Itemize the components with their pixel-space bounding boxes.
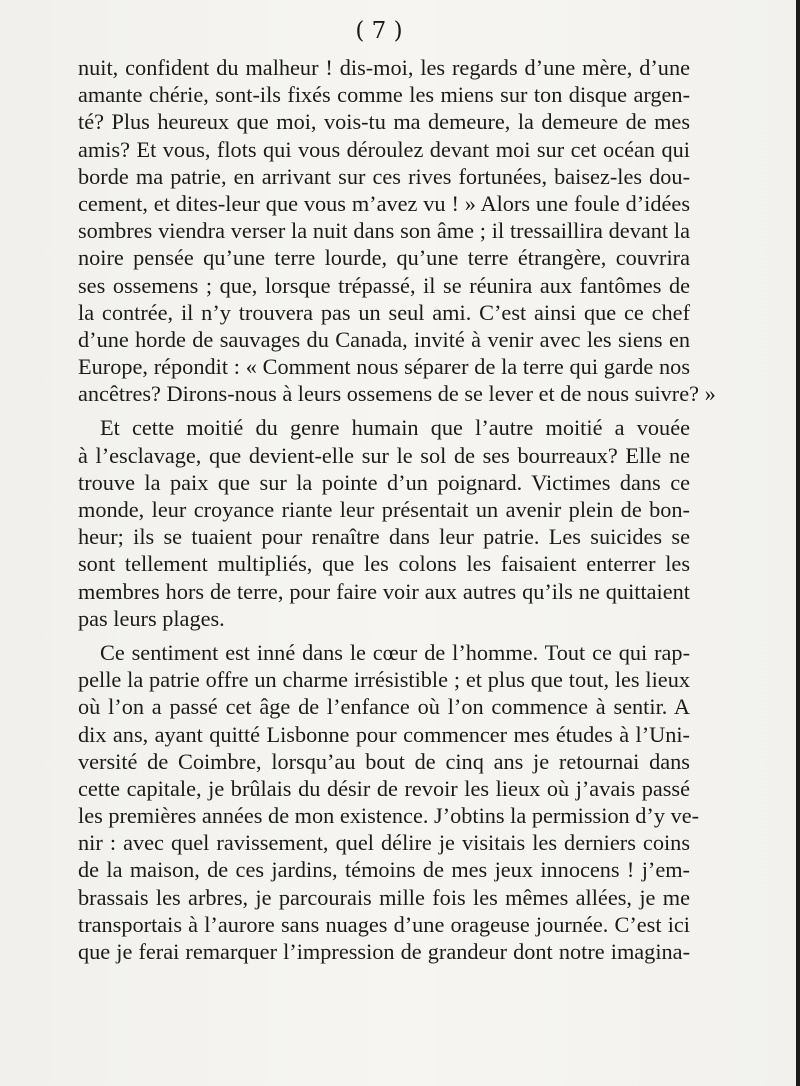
body-text <box>78 54 716 965</box>
text-line: nuit, confident du malheur ! dis-moi, les regards d’une mère, d’une <box>78 55 690 80</box>
text-line: d’une horde de sauvages du Canada, invité à venir avec les siens en <box>78 326 690 352</box>
text-line: trouve la paix que sur la pointe d’un poignard. Victimes dans ce <box>78 469 690 495</box>
text-line: nir : avec quel ravissement, quel délire je visitais les derniers coins <box>78 830 690 856</box>
text-line: brassais les arbres, je parcourais mille fois les mêmes allées, je me <box>78 884 690 910</box>
text-line: monde, leur croyance riante leur présentait un avenir plein de bon- <box>78 497 690 522</box>
text-line: versité de Coimbre, lorsqu’au bout de cinq ans je retournai dans <box>78 748 690 774</box>
text-line: que je ferai remarquer l’impression de grandeur dont notre imagina- <box>78 939 690 964</box>
text-line: pelle la patrie offre un charme irrésistible ; et plus que tout, les lieux <box>78 667 690 693</box>
text-line: cement, et dites-leur que vous m’avez vu ! » Alors une foule d’idées <box>78 190 690 216</box>
paragraph-1 <box>78 54 716 407</box>
text-line: pas leurs plages. <box>78 605 225 631</box>
text-line: heur; ils se tuaient pour renaître dans leur patrie. Les suicides se <box>78 524 690 550</box>
text-line: où l’on a passé cet âge de l’enfance où l’on commence à sentir. A <box>78 694 690 720</box>
text-line: la contrée, il n’y trouvera pas un seul ami. C’est ainsi que ce chef <box>78 299 690 325</box>
text-line: les premières années de mon existence. J’obtins la permission d’y ve- <box>78 803 700 829</box>
text-line: ses ossemens ; que, lorsque trépassé, il se réunira aux fantômes de <box>78 272 690 298</box>
text-line: transportais à l’aurore sans nuages d’une orageuse journée. C’est ici <box>78 911 690 937</box>
text-line: cette capitale, je brûlais du désir de revoir les lieux où j’avais passé <box>78 775 690 801</box>
text-line: de la maison, de ces jardins, témoins de mes jeux innocens ! j’em- <box>78 857 690 883</box>
text-line: té? Plus heureux que moi, vois-tu ma demeure, la demeure de mes <box>78 109 690 135</box>
page-number: ( 7 ) <box>355 18 403 44</box>
text-line: Europe, répondit : « Comment nous séparer de la terre qui garde nos <box>78 354 690 380</box>
text-line: Ce sentiment est inné dans le cœur de l’homme. Tout ce qui rap- <box>100 639 690 665</box>
text-line: membres hors de terre, pour faire voir aux autres qu’ils ne quittaient <box>78 578 690 604</box>
page-edge <box>796 0 800 1086</box>
text-line: noire pensée qu’une terre lourde, qu’une terre étrangère, couvrira <box>78 245 690 271</box>
text-line: à l’esclavage, que devient-elle sur le sol de ses bourreaux? Elle ne <box>78 442 690 468</box>
text-line: borde ma patrie, en arrivant sur ces rives fortunées, baisez-les dou- <box>78 163 690 189</box>
paragraph-2 <box>78 414 690 632</box>
text-line: amis? Et vous, flots qui vous déroulez devant moi sur cet océan qui <box>78 136 690 162</box>
text-line: amante chérie, sont-ils fixés comme les miens sur ton disque argen- <box>78 82 690 108</box>
text-line: sombres viendra verser la nuit dans son âme ; il tressaillira devant la <box>78 218 690 244</box>
text-line: ancêtres? Dirons-nous à leurs ossemens de se lever et de nous suivre? » <box>78 381 716 407</box>
text-line: Et cette moitié du genre humain que l’autre moitié a vouée <box>100 415 690 441</box>
text-line: dix ans, ayant quitté Lisbonne pour commencer mes études à l’Uni- <box>78 721 690 747</box>
paragraph-3 <box>78 639 700 965</box>
text-line: sont tellement multipliés, que les colons les faisaient enterrer les <box>78 551 690 577</box>
